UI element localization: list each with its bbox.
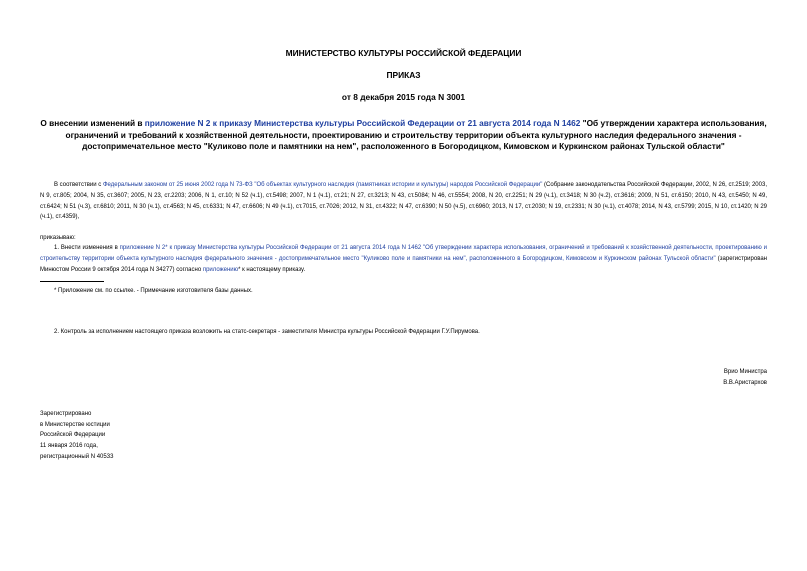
order-word: приказываю: [40, 235, 76, 241]
title-prefix: О внесении изменений в [40, 118, 145, 128]
document-title [40, 118, 767, 153]
ministry-heading: МИНИСТЕРСТВО КУЛЬТУРЫ РОССИЙСКОЙ ФЕДЕРАЦИИ [285, 48, 522, 58]
registration-line-5: регистрационный N 40533 [40, 453, 114, 460]
order-date-number: от 8 декабря 2015 года N 3001 [341, 92, 466, 102]
title-rest: "Об утверждении характера использования, ограничений и требований к хозяйственной деятельности, проектированию и строительству территории объекта культурного наследия федерального значения - достопримечательное место "Куликово поле и памятники на нем", расположенного в Богородицком, Кимовском и Куркинском районах Тульской области" [65, 118, 767, 151]
item-1-rest: * к настоящему приказу. [238, 266, 306, 273]
item-1-mid: (зарегистрирован Минюстом России 9 октября 2014 года N 34277) согласно [40, 255, 767, 273]
registration-block [40, 409, 113, 463]
order-type-heading: ПРИКАЗ [386, 70, 421, 80]
registration-line-1: Зарегистрировано [40, 411, 92, 417]
registration-line-2: в Министерстве юстиции [40, 421, 110, 428]
appendix-2-link[interactable]: приложение N 2* к приказу Министерства культуры Российской Федерации от 21 августа 2014 года N 1462 "Об утверждении характера использования, ограничений и требований к хозяйственной деятельности, проектированию и строительству территории объекта культурного наследия федерального значения - достопримечательное место "Куликово поле и памятники на нем", расположенного в Богородицком, Кимовском и Куркинском районах Тульской области" [40, 245, 767, 262]
signature-position: Врио Министра [723, 369, 767, 375]
item-1-prefix: 1. Внести изменения в [54, 245, 120, 251]
footnote-divider [40, 281, 104, 282]
registration-line-4: 11 января 2016 года, [40, 443, 98, 450]
title-link[interactable]: приложение N 2 к приказу Министерства культуры Российской Федерации от 21 августа 2014 года N 1462 [144, 118, 581, 128]
footnote: * Приложение см. по ссылке. - Примечание изготовителя базы данных. [54, 288, 253, 294]
signature-name: В.В.Аристархов [723, 379, 767, 386]
preamble-prefix: В соответствии с [54, 182, 103, 188]
preamble-paragraph [40, 180, 767, 223]
federal-law-link[interactable]: Федеральным законом от 25 июня 2002 года N 73-ФЗ "Об объектах культурного наследия (памятниках истории и культуры) народов Российской Федерации" [102, 182, 543, 188]
appendix-link[interactable]: приложению [202, 266, 239, 273]
signature-block [723, 367, 767, 388]
preamble-rest: (Собрание законодательства Российской Федерации, 2002, N 26, ст.2519; 2003, N 9, ст.805; 2004, N 35, ст.3607; 2005, N 23, ст.2203; 2006, N 1, ст.10; N 52 (ч.1), ст.5498; 2007, N 1 (ч.1), ст.21; N 27, ст.3213; N 43, ст.5084; N 46, ст.5554; 2008, N 20, ст.2251; N 29 (ч.1), ст.3418; N 30 (ч.2), ст.3616; 2009, N 51, ст.6150; 2010, N 43, ст.5450; N 49, ст.6424; N 51 (ч.3), ст.6810; 2011, N 30 (ч.1), ст.4563; N 45, ст.6331; N 47, ст.6606; N 49 (ч.1), ст.7015, ст.7026; 2012, N 31, ст.4322; N 47, ст.6390; N 50 (ч.5), ст.6960; 2013, N 17, ст.2030; N 19, ст.2331; N 30 (ч.1), ст.4078; 2014, N 43, ст.5799; 2015, N 10, ст.1420; N 29 (ч.1), ст.4359), [40, 182, 767, 221]
item-1-paragraph [40, 243, 767, 275]
item-2-paragraph: 2. Контроль за исполнением настоящего приказа возложить на статс-секретаря - заместителя Министра культуры Российской Федерации Г.У.Пирумова. [54, 329, 480, 335]
registration-line-3: Российской Федерации [40, 432, 106, 439]
